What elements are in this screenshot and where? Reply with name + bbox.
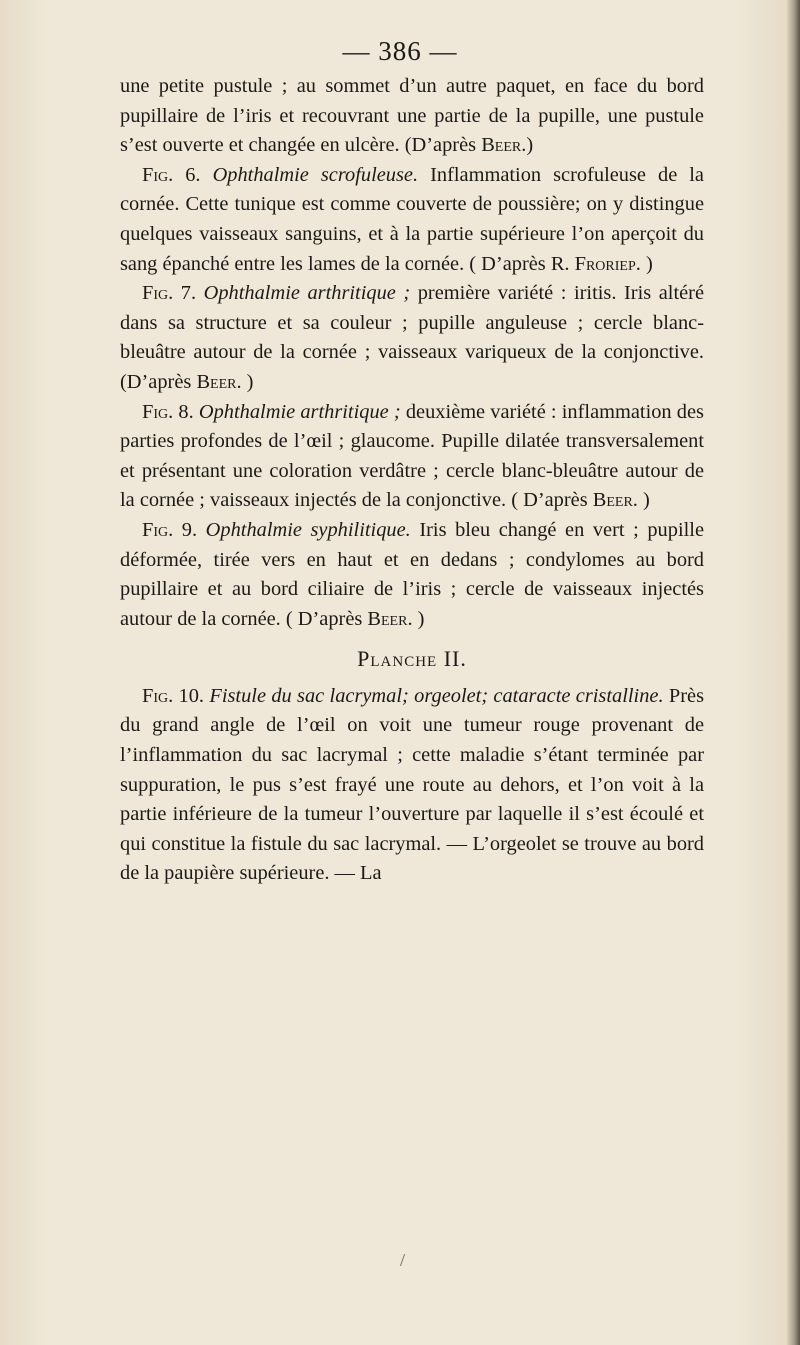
body-text <box>120 72 704 889</box>
fig-title: Ophthalmie arthritique ; <box>198 400 401 423</box>
paragraph-text: Inflammation scrofuleuse de la cornée. Cette tunique est comme couverte de poussière; on y distingue quelques vaisseaux sanguins, et à la partie supérieure l’on aperçoit du sang épanché entre les lames de la cornée. ( D’après <box>120 163 704 275</box>
author-citation: Beer. <box>592 489 638 512</box>
paragraph-text: première variété : iritis. Iris altéré dans sa structure et sa couleur ; pupille anguleuse ; cercle blanc-bleuâtre autour de la cornée ; vaisseaux variqueux de la conjonctive. (D’après <box>120 282 704 393</box>
author-citation: Beer. <box>196 370 242 393</box>
paragraph-fig-6 <box>120 161 704 279</box>
paragraph-intro <box>120 72 704 161</box>
author-citation: R. Froriep. <box>550 252 641 275</box>
fig-label: Fig. 9. <box>142 518 198 541</box>
paragraph-fig-9 <box>120 516 704 634</box>
fig-title: Ophthalmie syphilitique. <box>205 518 411 541</box>
fig-title: Fistule du sac lacrymal; orgeolet; cataracte cristalline. <box>209 684 664 707</box>
fig-label: Fig. 10. <box>142 684 205 707</box>
paragraph-fig-8 <box>120 398 704 516</box>
author-citation: Beer. <box>367 607 413 630</box>
fig-label: Fig. 8. <box>142 400 194 423</box>
fig-label: Fig. 7. <box>142 282 197 305</box>
fig-label: Fig. 6. <box>142 163 201 186</box>
citation-close: ) <box>637 489 650 512</box>
stray-mark: / <box>400 1250 406 1270</box>
paragraph-fig-7 <box>120 279 704 397</box>
paragraph-text: une petite pustule ; au sommet d’un autre paquet, en face du bord pupillaire de l’iris et recouvrant une partie de la pupille, une pustule s’est ouverte et changée en ulcère. (D’après <box>120 75 704 157</box>
citation-close: ) <box>241 370 254 393</box>
page-edge-shadow <box>786 0 800 1345</box>
section-heading: Planche II. <box>357 646 467 672</box>
author-citation: Beer.) <box>481 134 534 157</box>
fig-title: Ophthalmie scrofuleuse. <box>212 163 419 186</box>
fig-title: Ophthalmie arthritique ; <box>203 282 411 305</box>
page-number: — 386 — <box>342 36 458 66</box>
citation-close: ) <box>640 252 653 275</box>
paragraph-fig-10 <box>120 682 704 889</box>
paragraph-text: deuxième variété : inflammation des parties profondes de l’œil ; glaucome. Pupille dilatée transversalement et présentant une coloration verdâtre ; cercle blanc-bleuâtre autour de la cornée ; vaisseaux injectés de la conjonctive. ( D’après <box>120 400 704 512</box>
paragraph-text: Iris bleu changé en vert ; pupille déformée, tirée vers en haut et en dedans ; condylomes au bord pupillaire et au bord ciliaire de l’iris ; cercle de vaisseaux injectés autour de la cornée. ( D’après <box>120 518 704 630</box>
citation-close: ) <box>412 607 425 630</box>
paragraph-text: Près du grand angle de l’œil on voit une tumeur rouge provenant de l’inflammation du sac lacrymal ; cette maladie s’étant terminée par suppuration, le pus s’est frayé une route au dehors, et l’on voit à la partie inférieure de la tumeur l’ouverture par laquelle il s’est écoulé et qui constitue la fistule du sac lacrymal. — L’orgeolet se trouve au bord de la paupière supérieure. — La <box>120 684 705 885</box>
